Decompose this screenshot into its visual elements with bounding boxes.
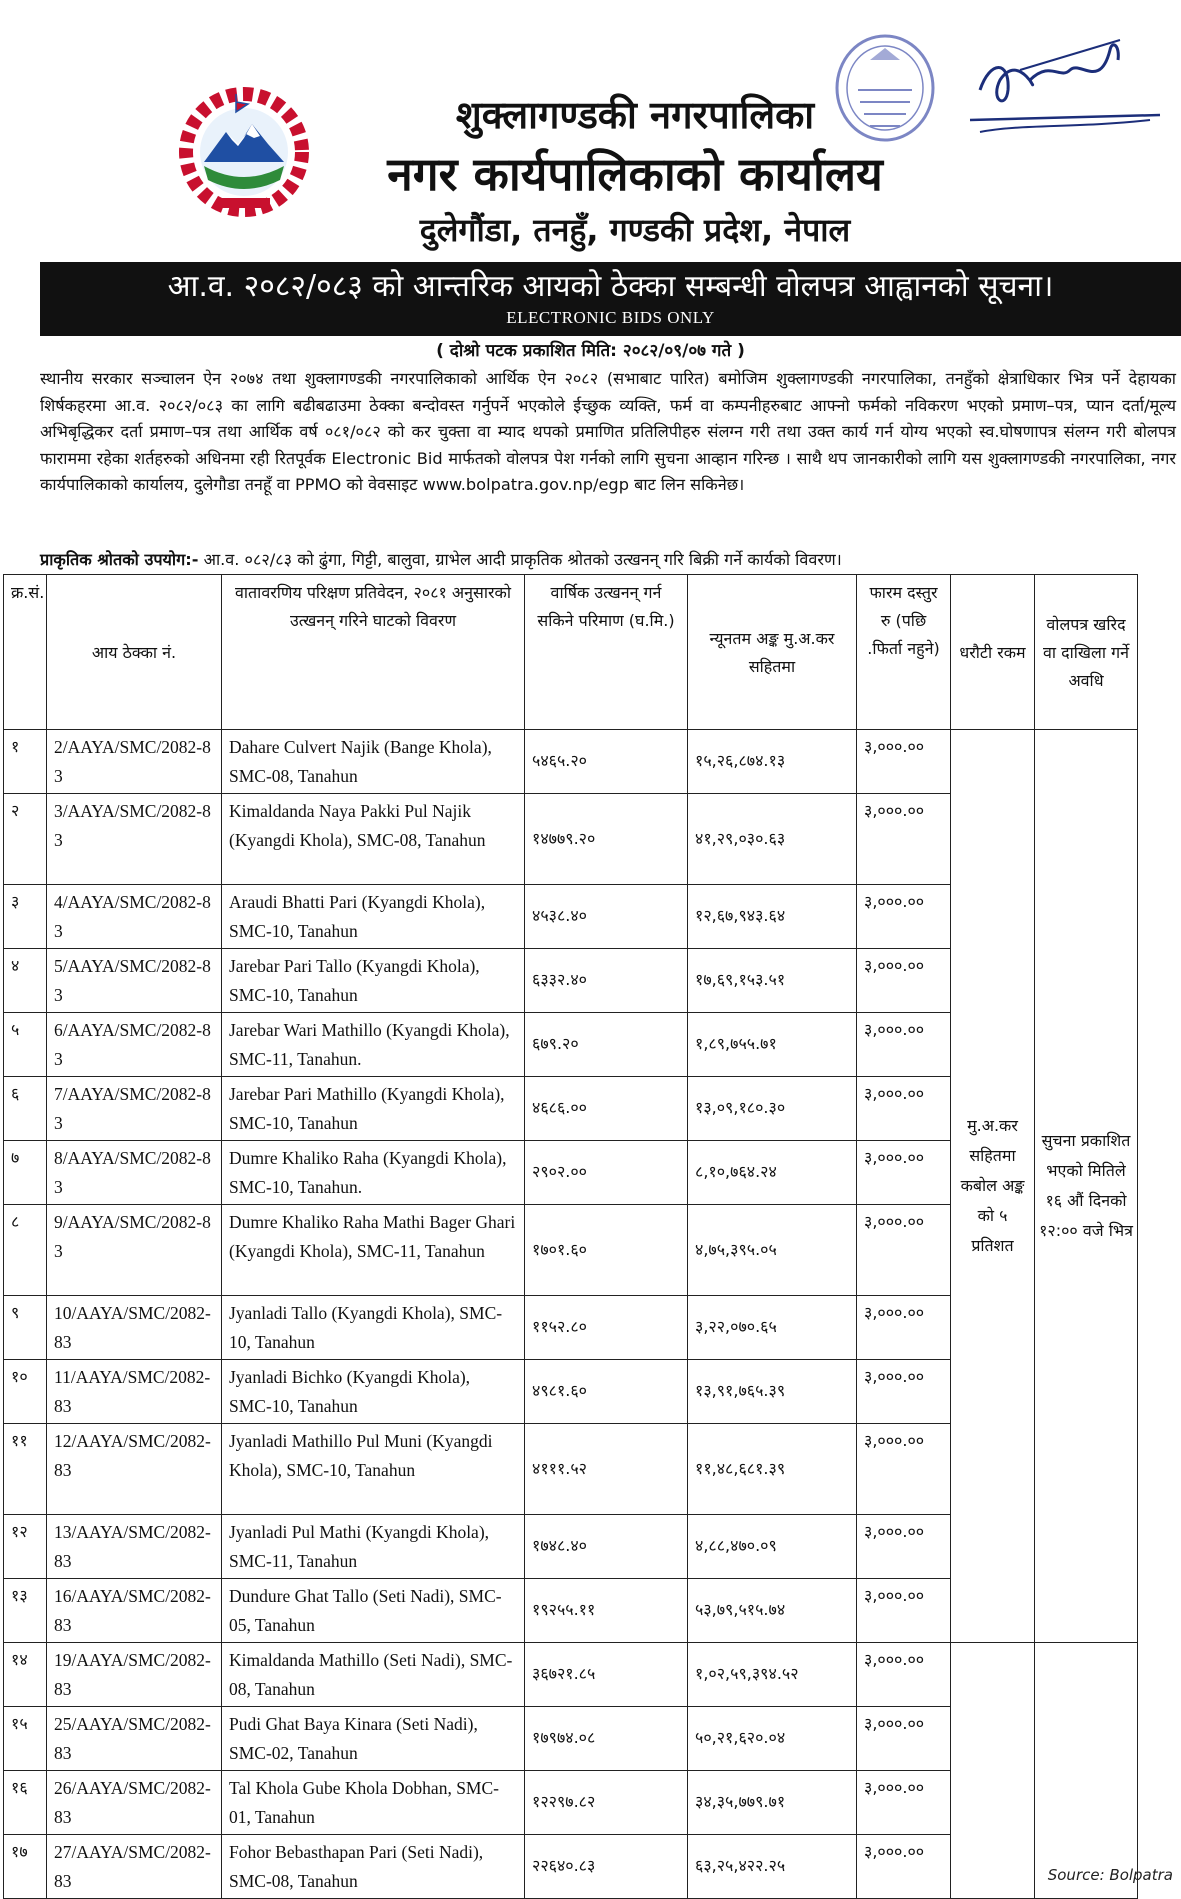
table-header-row — [4, 575, 1138, 730]
cell-quantity: २९०२.०० — [525, 1141, 688, 1205]
header-sn: क्र.सं. — [4, 575, 47, 730]
cell-form-fee: ३,०००.०० — [857, 1205, 951, 1296]
cell-site: Dumre Khaliko Raha Mathi Bager Ghari (Kyangdi Khola), SMC-11, Tanahun — [222, 1205, 525, 1296]
intro-paragraph: स्थानीय सरकार सञ्चालन ऐन २०७४ तथा शुक्लागण्डकी नगरपालिकाको आर्थिक ऐन २०८२ (सभाबाट पारित) बमोजिम शुक्लागण्डकी नगरपालिका, तनहुँको क्षेत्राधिकार भित्र पर्ने देहायका शिर्षकहरमा आ.व. २०८२/०८३ का लागि बढीबढाउमा ठेक्का बन्दोवस्त गर्नुपर्ने भएकोले ईच्छुक व्यक्ति, फर्म वा कम्पनीहरुबाट आफ्नो फर्मको नविकरण भएको प्रमाण–पत्र, प्यान दर्ता/मूल्य अभिबृद्धिकर दर्ता प्रमाण–पत्र तथा आर्थिक वर्ष ०८१/०८२ को कर चुक्ता वा म्याद थपको प्रमाणित प्रतिलिपीहरु संलग्न गरी तथा उक्त कार्य गर्न योग्य भएको स्व.घोषणापत्र संलग्न गरी बोलपत्र फाराममा रहेका शर्तहरुको अधिनमा रही रितपूर्वक Electronic Bid मार्फतको वोलपत्र पेश गर्नको लागि सुचना आव्हान गरिन्छ । साथै थप जानकारीको लागि यस शुक्लागण्डकी नगरपालिका, नगर कार्यपालिकाको कार्यालय, दुलेगौडा तनहूँ वा PPMO को वेवसाइट www.bolpatra.gov.np/egp बाट लिन सकिनेछ। — [40, 369, 1176, 494]
cell-contract-no: 13/AAYA/SMC/2082-83 — [47, 1515, 222, 1579]
cell-contract-no: 12/AAYA/SMC/2082-83 — [47, 1424, 222, 1515]
cell-contract-no: 2/AAYA/SMC/2082-83 — [47, 730, 222, 794]
cell-quantity: ५४६५.२० — [525, 730, 688, 794]
cell-site: Dahare Culvert Najik (Bange Khola), SMC-08, Tanahun — [222, 730, 525, 794]
cell-contract-no: 8/AAYA/SMC/2082-83 — [47, 1141, 222, 1205]
cell-min-amount: ११,४८,६८१.३९ — [688, 1424, 857, 1515]
cell-quantity: १४७७९.२० — [525, 794, 688, 885]
cell-contract-no: 3/AAYA/SMC/2082-83 — [47, 794, 222, 885]
cell-sn: ५ — [4, 1013, 47, 1077]
cell-min-amount: ६३,२५,४२२.२५ — [688, 1835, 857, 1899]
cell-contract-no: 27/AAYA/SMC/2082-83 — [47, 1835, 222, 1899]
cell-sn: १ — [4, 730, 47, 794]
cell-min-amount: १३,०९,१८०.३० — [688, 1077, 857, 1141]
cell-form-fee: ३,०००.०० — [857, 1077, 951, 1141]
cell-sn: ६ — [4, 1077, 47, 1141]
cell-min-amount: १५,२६,८७४.१३ — [688, 730, 857, 794]
nepal-emblem — [168, 80, 320, 220]
cell-site: Jyanladi Mathillo Pul Muni (Kyangdi Khola), SMC-10, Tanahun — [222, 1424, 525, 1515]
cell-form-fee: ३,०००.०० — [857, 1360, 951, 1424]
cell-sn: ९ — [4, 1296, 47, 1360]
cell-deadline-empty — [1035, 1643, 1138, 1899]
cell-sn: ११ — [4, 1424, 47, 1515]
cell-form-fee: ३,०००.०० — [857, 1013, 951, 1077]
cell-min-amount: ४,८८,४७०.०९ — [688, 1515, 857, 1579]
cell-quantity: १९२५५.११ — [525, 1579, 688, 1643]
cell-quantity: १७०१.६० — [525, 1205, 688, 1296]
cell-min-amount: ४,७५,३९५.०५ — [688, 1205, 857, 1296]
cell-contract-no: 16/AAYA/SMC/2082-83 — [47, 1579, 222, 1643]
cell-site: Jarebar Pari Tallo (Kyangdi Khola), SMC-10, Tanahun — [222, 949, 525, 1013]
banner-title: आ.व. २०८२/०८३ को आन्तरिक आयको ठेक्का सम्बन्धी वोलपत्र आह्वानको सूचना। — [167, 269, 1054, 304]
cell-contract-no: 6/AAYA/SMC/2082-83 — [47, 1013, 222, 1077]
cell-min-amount: १७,६९,१५३.५१ — [688, 949, 857, 1013]
cell-quantity: ११५२.८० — [525, 1296, 688, 1360]
cell-deposit: मु.अ.कर सहितमा कबोल अङ्क को ५ प्रतिशत — [951, 730, 1035, 1643]
publication-note: ( दोश्रो पटक प्रकाशित मिति: २०८२/०९/०७ गते ) — [436, 341, 745, 361]
cell-sn: १४ — [4, 1643, 47, 1707]
cell-form-fee: ३,०००.०० — [857, 1515, 951, 1579]
table-row — [4, 1643, 1138, 1707]
notice-banner — [40, 262, 1181, 336]
office-stamp — [830, 30, 940, 150]
cell-min-amount: ५०,२१,६२०.०४ — [688, 1707, 857, 1771]
office-name: नगर कार्यपालिकाको कार्यालय — [387, 147, 883, 201]
cell-min-amount: ३,२२,०७०.६५ — [688, 1296, 857, 1360]
cell-form-fee: ३,०००.०० — [857, 794, 951, 885]
cell-min-amount: ८,१०,७६४.२४ — [688, 1141, 857, 1205]
natural-resource-text: आ.व. ०८२/८३ को ढुंगा, गिट्टी, बालुवा, ग्राभेल आदी प्राकृतिक श्रोतको उत्खनन् गरि बिक्री गर्ने कार्यको विवरण। — [198, 550, 842, 569]
header-deposit: धरौटी रकम — [951, 575, 1035, 730]
cell-form-fee: ३,०००.०० — [857, 1296, 951, 1360]
cell-site: Dumre Khaliko Raha (Kyangdi Khola), SMC-10, Tanahun. — [222, 1141, 525, 1205]
cell-site: Jarebar Pari Mathillo (Kyangdi Khola), SMC-10, Tanahun — [222, 1077, 525, 1141]
cell-sn: १२ — [4, 1515, 47, 1579]
cell-min-amount: १,८९,७५५.७१ — [688, 1013, 857, 1077]
bids-table — [3, 574, 1138, 1899]
cell-form-fee: ३,०००.०० — [857, 1707, 951, 1771]
cell-sn: ३ — [4, 885, 47, 949]
cell-site: Araudi Bhatti Pari (Kyangdi Khola), SMC-10, Tanahun — [222, 885, 525, 949]
natural-resource-line — [40, 548, 1176, 572]
cell-sn: १६ — [4, 1771, 47, 1835]
cell-sn: १५ — [4, 1707, 47, 1771]
cell-form-fee: ३,०००.०० — [857, 1579, 951, 1643]
cell-quantity: १७९७४.०८ — [525, 1707, 688, 1771]
cell-contract-no: 25/AAYA/SMC/2082-83 — [47, 1707, 222, 1771]
cell-contract-no: 7/AAYA/SMC/2082-83 — [47, 1077, 222, 1141]
cell-form-fee: ३,०००.०० — [857, 1424, 951, 1515]
table-row — [4, 730, 1138, 794]
source-credit: Source: Bolpatra — [1047, 1866, 1173, 1884]
cell-contract-no: 4/AAYA/SMC/2082-83 — [47, 885, 222, 949]
cell-form-fee: ३,०००.०० — [857, 1835, 951, 1899]
cell-quantity: ६७९.२० — [525, 1013, 688, 1077]
cell-quantity: ६३३२.४० — [525, 949, 688, 1013]
header-site: वातावरणिय परिक्षण प्रतिवेदन, २०८१ अनुसारको उत्खनन् गरिने घाटको विवरण — [222, 575, 525, 730]
header-form-fee: फारम दस्तुर रु (पछि .फिर्ता नहुने) — [857, 575, 951, 730]
bids-table-body — [4, 730, 1138, 1899]
office-address: दुलेगौंडा, तनहुँ, गण्डकी प्रदेश, नेपाल — [419, 211, 851, 249]
cell-min-amount: ५३,७९,५१५.७४ — [688, 1579, 857, 1643]
natural-resource-label: प्राकृतिक श्रोतको उपयोग:- — [40, 550, 199, 569]
cell-site: Pudi Ghat Baya Kinara (Seti Nadi), SMC-02, Tanahun — [222, 1707, 525, 1771]
cell-min-amount: ३४,३५,७७९.७१ — [688, 1771, 857, 1835]
banner-subtitle: ELECTRONIC BIDS ONLY — [506, 308, 715, 327]
cell-sn: १० — [4, 1360, 47, 1424]
cell-min-amount: ४१,२९,०३०.६३ — [688, 794, 857, 885]
cell-sn: ७ — [4, 1141, 47, 1205]
cell-sn: २ — [4, 794, 47, 885]
cell-contract-no: 26/AAYA/SMC/2082-83 — [47, 1771, 222, 1835]
cell-site: Fohor Bebasthapan Pari (Seti Nadi), SMC-08, Tanahun — [222, 1835, 525, 1899]
cell-form-fee: ३,०००.०० — [857, 1643, 951, 1707]
signature — [960, 20, 1170, 150]
cell-form-fee: ३,०००.०० — [857, 949, 951, 1013]
cell-contract-no: 5/AAYA/SMC/2082-83 — [47, 949, 222, 1013]
cell-quantity: १२२९७.८२ — [525, 1771, 688, 1835]
cell-contract-no: 11/AAYA/SMC/2082-83 — [47, 1360, 222, 1424]
cell-site: Kimaldanda Naya Pakki Pul Najik (Kyangdi Khola), SMC-08, Tanahun — [222, 794, 525, 885]
header-deadline: वोलपत्र खरिद वा दाखिला गर्ने अवधि — [1035, 575, 1138, 730]
cell-quantity: ४५३८.४० — [525, 885, 688, 949]
cell-quantity: ४९८१.६० — [525, 1360, 688, 1424]
header-quantity: वार्षिक उत्खनन् गर्न सकिने परिमाण (घ.मि.) — [525, 575, 688, 730]
cell-form-fee: ३,०००.०० — [857, 730, 951, 794]
cell-site: Jyanladi Pul Mathi (Kyangdi Khola), SMC-11, Tanahun — [222, 1515, 525, 1579]
cell-sn: ४ — [4, 949, 47, 1013]
cell-site: Jyanladi Bichko (Kyangdi Khola), SMC-10, Tanahun — [222, 1360, 525, 1424]
cell-quantity: ४६८६.०० — [525, 1077, 688, 1141]
cell-quantity: १७४८.४० — [525, 1515, 688, 1579]
cell-deposit-empty — [951, 1643, 1035, 1899]
cell-site: Jyanladi Tallo (Kyangdi Khola), SMC-10, Tanahun — [222, 1296, 525, 1360]
cell-sn: १७ — [4, 1835, 47, 1899]
cell-site: Tal Khola Gube Khola Dobhan, SMC-01, Tanahun — [222, 1771, 525, 1835]
cell-quantity: २२६४०.८३ — [525, 1835, 688, 1899]
cell-deadline: सुचना प्रकाशित भएको मितिले १६ औं दिनको १२:०० वजे भित्र — [1035, 730, 1138, 1643]
cell-site: Dundure Ghat Tallo (Seti Nadi), SMC-05, Tanahun — [222, 1579, 525, 1643]
cell-quantity: ४१११.५२ — [525, 1424, 688, 1515]
cell-form-fee: ३,०००.०० — [857, 1771, 951, 1835]
cell-site: Jarebar Wari Mathillo (Kyangdi Khola), SMC-11, Tanahun. — [222, 1013, 525, 1077]
cell-min-amount: १३,९१,७६५.३९ — [688, 1360, 857, 1424]
cell-min-amount: १,०२,५९,३९४.५२ — [688, 1643, 857, 1707]
cell-sn: १३ — [4, 1579, 47, 1643]
org-name: शुक्लागण्डकी नगरपालिका — [455, 93, 815, 137]
cell-contract-no: 19/AAYA/SMC/2082-83 — [47, 1643, 222, 1707]
cell-form-fee: ३,०००.०० — [857, 885, 951, 949]
cell-contract-no: 10/AAYA/SMC/2082-83 — [47, 1296, 222, 1360]
cell-contract-no: 9/AAYA/SMC/2082-83 — [47, 1205, 222, 1296]
cell-sn: ८ — [4, 1205, 47, 1296]
header-contract-no: आय ठेक्का नं. — [47, 575, 222, 730]
header-min-amount: न्यूनतम अङ्क मु.अ.कर सहितमा — [688, 575, 857, 730]
cell-quantity: ३६७२१.८५ — [525, 1643, 688, 1707]
cell-form-fee: ३,०००.०० — [857, 1141, 951, 1205]
cell-site: Kimaldanda Mathillo (Seti Nadi), SMC-08, Tanahun — [222, 1643, 525, 1707]
cell-min-amount: १२,६७,९४३.६४ — [688, 885, 857, 949]
